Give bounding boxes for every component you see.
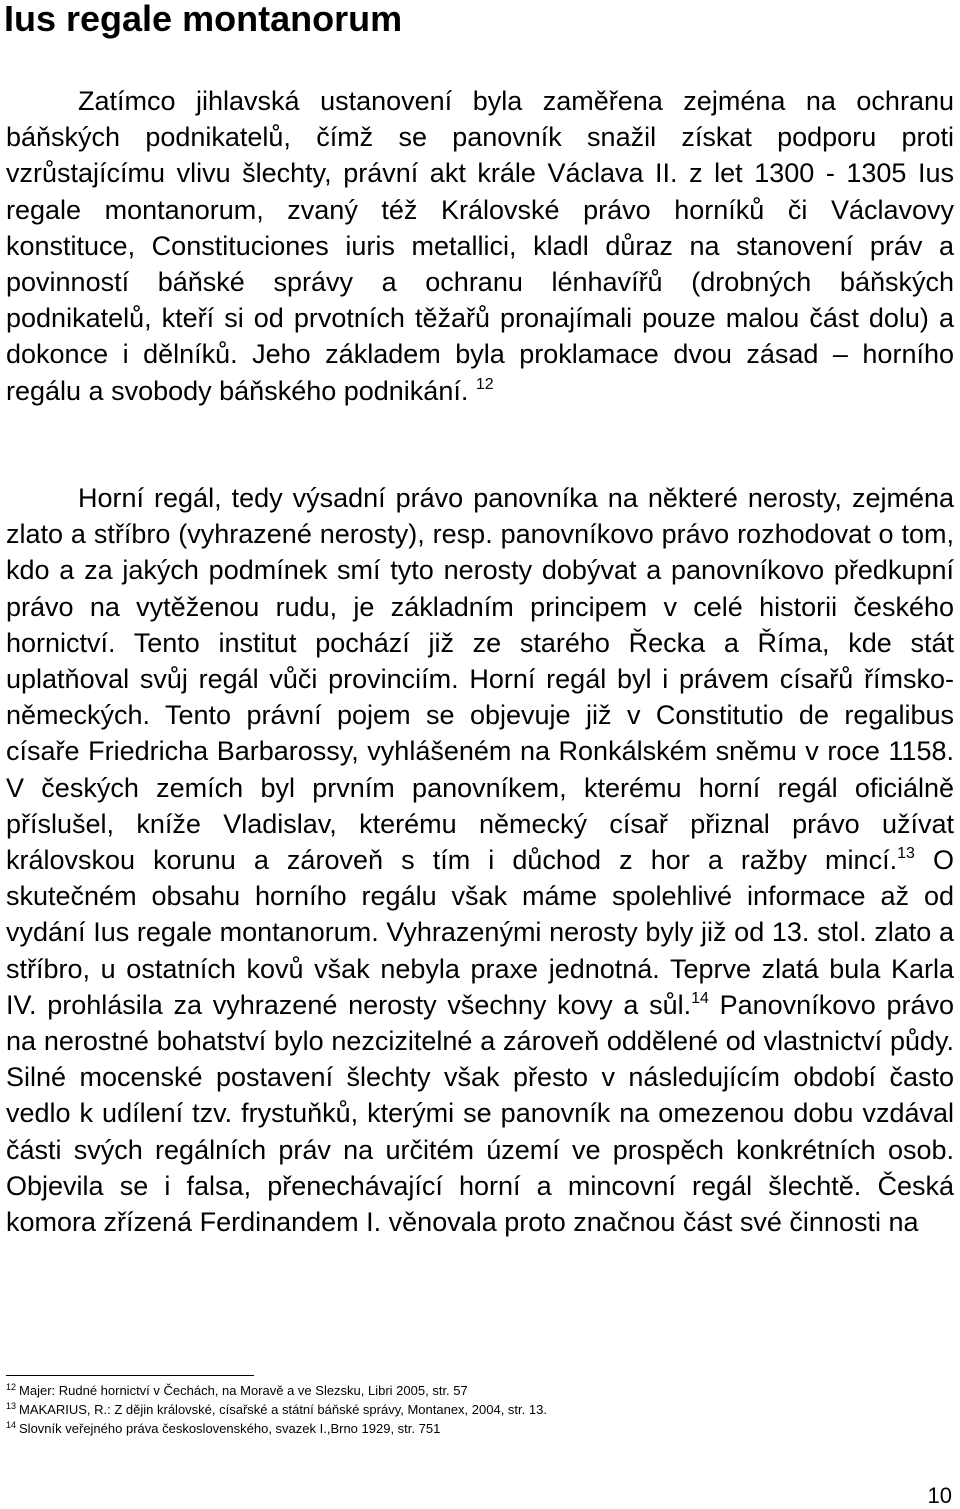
footnote-item — [6, 1381, 954, 1400]
footnote-number: 14 — [6, 1420, 17, 1430]
paragraph-horni-regal — [6, 480, 954, 1240]
footnote-number: 12 — [6, 1382, 17, 1392]
paragraph-text: O skutečném obsahu horního regálu však máme spolehlivé informace až od vydání Ius regale montanorum. Vyhrazenými nerosty byly již od 13. stol. zlato a stříbro, u ostatních kovů však nebyla praxe jednotná. Teprve zlatá bula Karla IV. prohlásila za vyhrazené nerosty všechny kovy a sůl. — [6, 845, 954, 1020]
footnote-list — [6, 1381, 954, 1438]
footnote-item — [6, 1400, 954, 1419]
footnote-text: Majer: Rudné hornictví v Čechách, na Moravě a ve Slezsku, Libri 2005, str. 57 — [19, 1383, 468, 1398]
paragraph-text: Panovníkovo právo na nerostné bohatství bylo nezcizitelné a zároveň oddělené od vlastnictví půdy. Silné mocenské postavení šlechty však přesto v následujícím období často vedlo k udílení tzv. frystuňků, kterými se panovník na omezenou dobu vzdával části svých regálních práv na určitém území ve prospěch konkrétních osob. Objevila se i falsa, přenechávající horní a mincovní regál šlechtě. Česká komora zřízená Ferdinandem I. věnovala proto značnou část své činnosti na — [6, 989, 954, 1238]
footnote-reference[interactable]: 12 — [475, 375, 494, 393]
footnote-text: MAKARIUS, R.: Z dějin královské, císařské a státní báňské správy, Montanex, 2004, str. 13. — [19, 1402, 547, 1417]
footnote-reference[interactable]: 14 — [691, 989, 709, 1007]
footnote-item — [6, 1419, 954, 1438]
paragraph-ius-regale — [6, 83, 954, 409]
footnote-number: 13 — [6, 1401, 17, 1411]
footnote-divider — [6, 1375, 254, 1376]
footnote-text: Slovník veřejného práva československého, svazek I.,Brno 1929, str. 751 — [19, 1421, 441, 1436]
paragraph-text: Horní regál, tedy výsadní právo panovníka na některé nerosty, zejména zlato a stříbro (vyhrazené nerosty), resp. panovníkovo právo rozhodovat o tom, kdo a za jakých podmínek smí tyto nerosty dobývat a panovníkovo předkupní právo na vytěženou rudu, je základním principem v celé historii českého hornictví. Tento institut pochází již ze starého Řecka a Říma, kde stát uplatňoval svůj regál vůči provinciím. Horní regál byl i právem císařů římsko-německých. Tento právní pojem se objevuje již v Constitutio de regalibus císaře Friedricha Barbarossy, vyhlášeném na Ronkálském sněmu v roce 1158. V českých zemích byl prvním panovníkem, kterému horní regál oficiálně příslušel, kníže Vladislav, kterému německý císař přiznal právo užívat královskou korunu a zároveň s tím i důchod z hor a ražby mincí. — [6, 483, 954, 876]
page-number: 10 — [927, 1483, 952, 1508]
footnote-reference[interactable]: 13 — [897, 845, 915, 863]
page-title: Ius regale montanorum — [4, 0, 403, 39]
paragraph-text: Zatímco jihlavská ustanovení byla zaměřena zejména na ochranu báňských podnikatelů, čímž se panovník snažil získat podporu proti vzrůstajícímu vlivu šlechty, právní akt krále Václava II. z let 1300 - 1305 Ius regale montanorum, zvaný též Královské právo horníků či Václavovy konstituce, Constituciones iuris metallici, kladl důraz na stanovení práv a povinností báňské správy a ochranu lénhavířů (drobných báňských podnikatelů, kteří si od prvotních těžařů pronajímali pouze malou část dolu) a dokonce i dělníků. Jeho základem byla proklamace dvou zásad – horního regálu a svobody báňského podnikání. — [6, 86, 954, 406]
